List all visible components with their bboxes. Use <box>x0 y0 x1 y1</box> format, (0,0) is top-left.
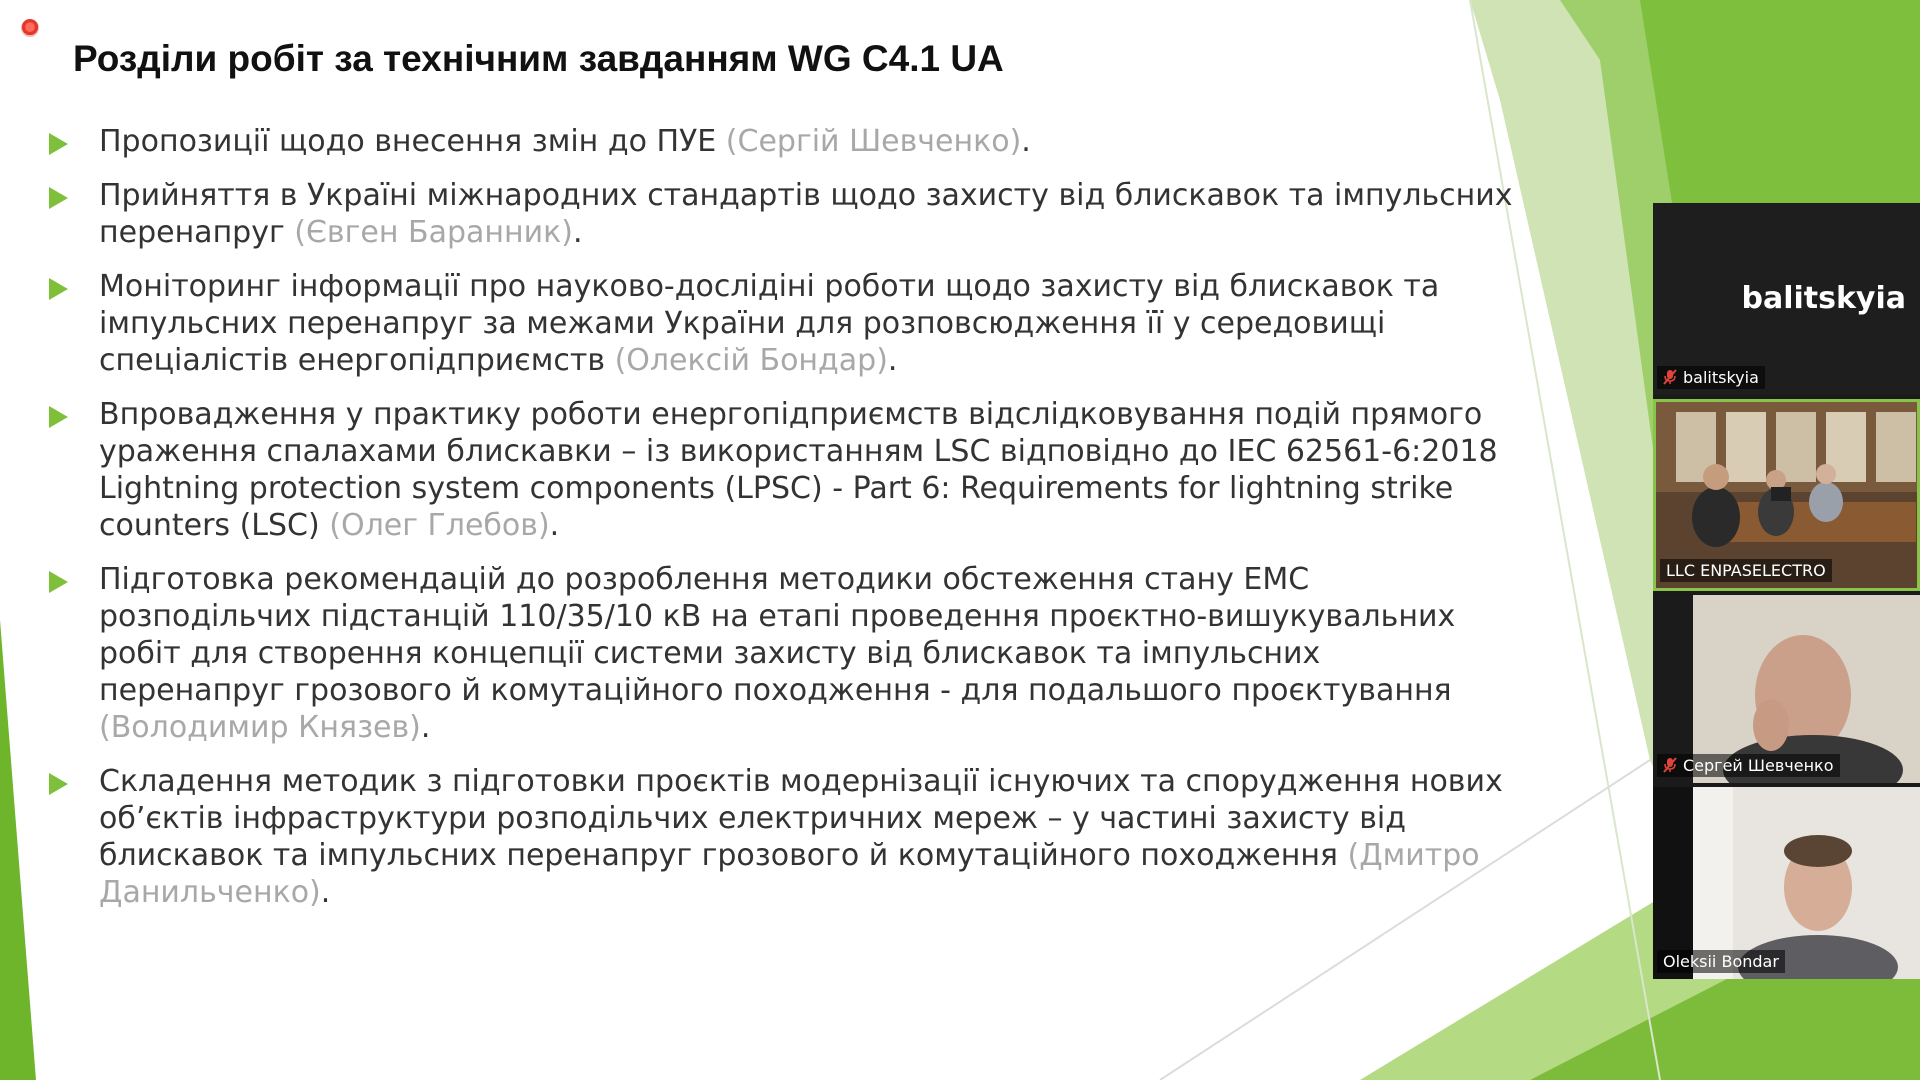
left-green-wedge <box>0 620 36 1080</box>
participant-label: Сергей Шевченко <box>1657 754 1840 777</box>
participant-label: LLC ENPASELECTRO <box>1660 559 1832 582</box>
list-item <box>45 561 1515 746</box>
triangle-arrow-icon <box>49 278 68 300</box>
bullet-text: Прийняття в Україні міжнародних стандартів щодо захисту від блискавок та імпульсних перенапруг <box>99 178 1513 250</box>
triangle-arrow-icon <box>49 773 68 795</box>
list-item <box>45 177 1515 251</box>
bullet-text: Моніторинг інформації про науково-дослідіні роботи щодо захисту від блискавок та імпульсних перенапруг за межами України для розповсюдження її у середовищі спеціалістів енергопідприємств <box>99 269 1440 378</box>
triangle-arrow-icon <box>49 571 68 593</box>
triangle-arrow-icon <box>49 406 68 428</box>
bullet-text: Впровадження у практику роботи енергопідприємств відслідковування подій прямого ураження спалахами блискавки – із використанням LSC відповідно до IEC 62561-6:2018 Lightning protection system components (LPSC) - Part 6: Requirements for lightning strike counters (LSC) <box>99 397 1498 543</box>
bullet-author: (Сергій Шевченко) <box>725 124 1022 159</box>
bullet-end: . <box>320 875 331 910</box>
bullet-end: . <box>420 710 431 745</box>
bullet-list <box>45 123 1515 928</box>
bullet-author: (Дмитро Данильченко) <box>99 838 1480 910</box>
list-item <box>45 123 1515 160</box>
list-item <box>45 268 1515 379</box>
triangle-arrow-icon <box>49 133 68 155</box>
record-dot-icon[interactable] <box>21 19 39 37</box>
participant-tile-oleksii-bondar[interactable] <box>1653 787 1920 979</box>
bullet-end: . <box>549 508 560 543</box>
triangle-arrow-icon <box>49 187 68 209</box>
slide-title: Розділи робіт за технічним завданням WG C4.1 UA <box>73 38 1004 79</box>
participant-label: balitskyia <box>1657 366 1765 389</box>
bullet-text: Пропозиції щодо внесення змін до ПУЕ <box>99 124 726 159</box>
bullet-author: (Володимир Князев) <box>99 710 421 745</box>
mic-off-icon <box>1663 757 1677 773</box>
bullet-text: Підготовка рекомендацій до розроблення методики обстеження стану ЕМС розподільчих підстанцій 110/35/10 кВ на етапі проведення проєктно-вишукувальних робіт для створення концепції системи захисту від блискавок та імпульсних перенапруг грозового й комутаційного походження - для подальшого проєктування <box>99 562 1456 708</box>
bullet-author: (Євген Баранник) <box>294 215 573 250</box>
bullet-end: . <box>887 343 898 378</box>
participant-display-name: balitskyia <box>1741 281 1906 316</box>
participants-panel[interactable] <box>1653 203 1920 979</box>
bullet-author: (Олексій Бондар) <box>614 343 888 378</box>
bullet-text: Складення методик з підготовки проєктів модернізації існуючих та спорудження нових об’єктів інфраструктури розподільчих електричних мереж – у частині захисту від блискавок та імпульсних перенапруг грозового й комутаційного походження <box>99 764 1503 873</box>
list-item <box>45 763 1515 911</box>
list-item <box>45 396 1515 544</box>
mic-off-icon <box>1663 369 1677 385</box>
participant-tile-serhii-shevchenko[interactable] <box>1653 595 1920 783</box>
participant-label: Oleksii Bondar <box>1657 950 1785 973</box>
bullet-author: (Олег Глебов) <box>329 508 550 543</box>
bullet-end: . <box>1021 124 1031 159</box>
participant-tile-balitskyia[interactable] <box>1653 203 1920 395</box>
participant-tile-llc-enpaselectro[interactable] <box>1653 399 1920 591</box>
bullet-end: . <box>572 215 583 250</box>
